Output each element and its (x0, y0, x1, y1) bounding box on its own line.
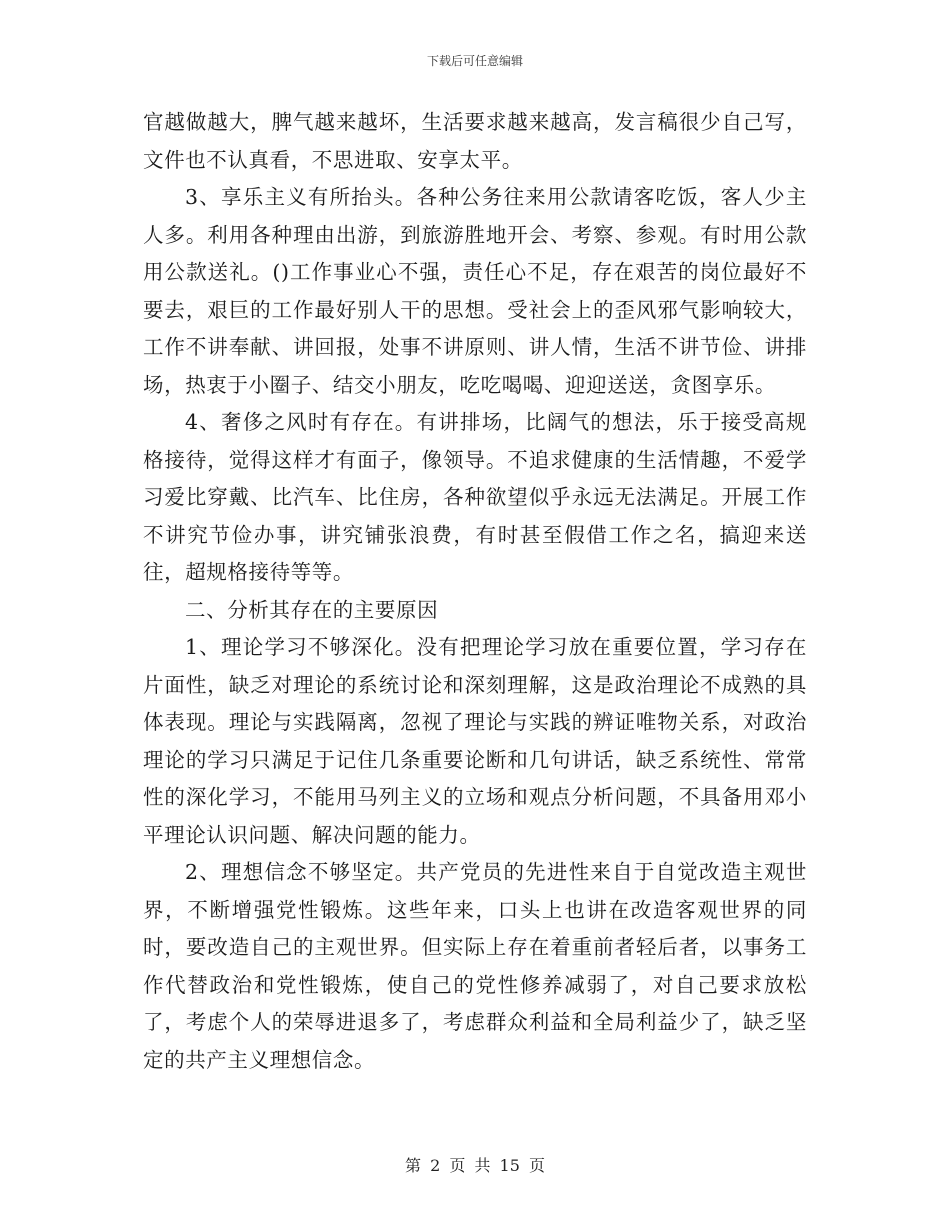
paragraph: 2、理想信念不够坚定。共产党员的先进性来自于自觉改造主观世界，不断增强党性锻炼。这些年来，口头上也讲在改造客观世界的同时，要改造自己的主观世界。但实际上存在着重前者轻后者，以事务工作代替政治和党性锻炼，使自己的党性修养减弱了，对自己要求放松了，考虑个人的荣辱进退多了，考虑群众利益和全局利益少了，缺乏坚定的共产主义理想信念。 (143, 860, 807, 1072)
paragraph: 4、奢侈之风时有存在。有讲排场，比阔气的想法，乐于接受高规格接待，觉得这样才有面子，像领导。不追求健康的生活情趣，不爱学习爱比穿戴、比汽车、比住房，各种欲望似乎永远无法满足。开展工作不讲究节俭办事，讲究铺张浪费，有时甚至假借工作之名，搞迎来送往，超规格接待等等。 (143, 410, 807, 584)
section-heading: 二、分析其存在的主要原因 (185, 597, 439, 622)
document-body (143, 104, 807, 1079)
paragraph: 官越做越大，脾气越来越坏，生活要求越来越高，发言稿很少自己写，文件也不认真看，不思进取、安享太平。 (143, 110, 807, 172)
page-number: 第 2 页 共 15 页 (405, 1156, 545, 1175)
paragraph: 1、理论学习不够深化。没有把理论学习放在重要位置，学习存在片面性，缺乏对理论的系统讨论和深刻理解，这是政治理论不成熟的具体表现。理论与实践隔离，忽视了理论与实践的辨证唯物关系，对政治理论的学习只满足于记住几条重要论断和几句讲话，缺乏系统性、常常性的深化学习，不能用马列主义的立场和观点分析问题，不具备用邓小平理论认识问题、解决问题的能力。 (143, 635, 807, 847)
paragraph: 3、享乐主义有所抬头。各种公务往来用公款请客吃饭，客人少主人多。利用各种理由出游，到旅游胜地开会、考察、参观。有时用公款用公款送礼。()工作事业心不强，责任心不足，存在艰苦的岗位最好不要去，艰巨的工作最好别人干的思想。受社会上的歪风邪气影响较大，工作不讲奉献、讲回报，处事不讲原则、讲人情，生活不讲节俭、讲排场，热衷于小圈子、结交小朋友，吃吃喝喝、迎迎送送，贪图享乐。 (143, 185, 807, 397)
page-header: 下载后可任意编辑 (426, 54, 523, 68)
